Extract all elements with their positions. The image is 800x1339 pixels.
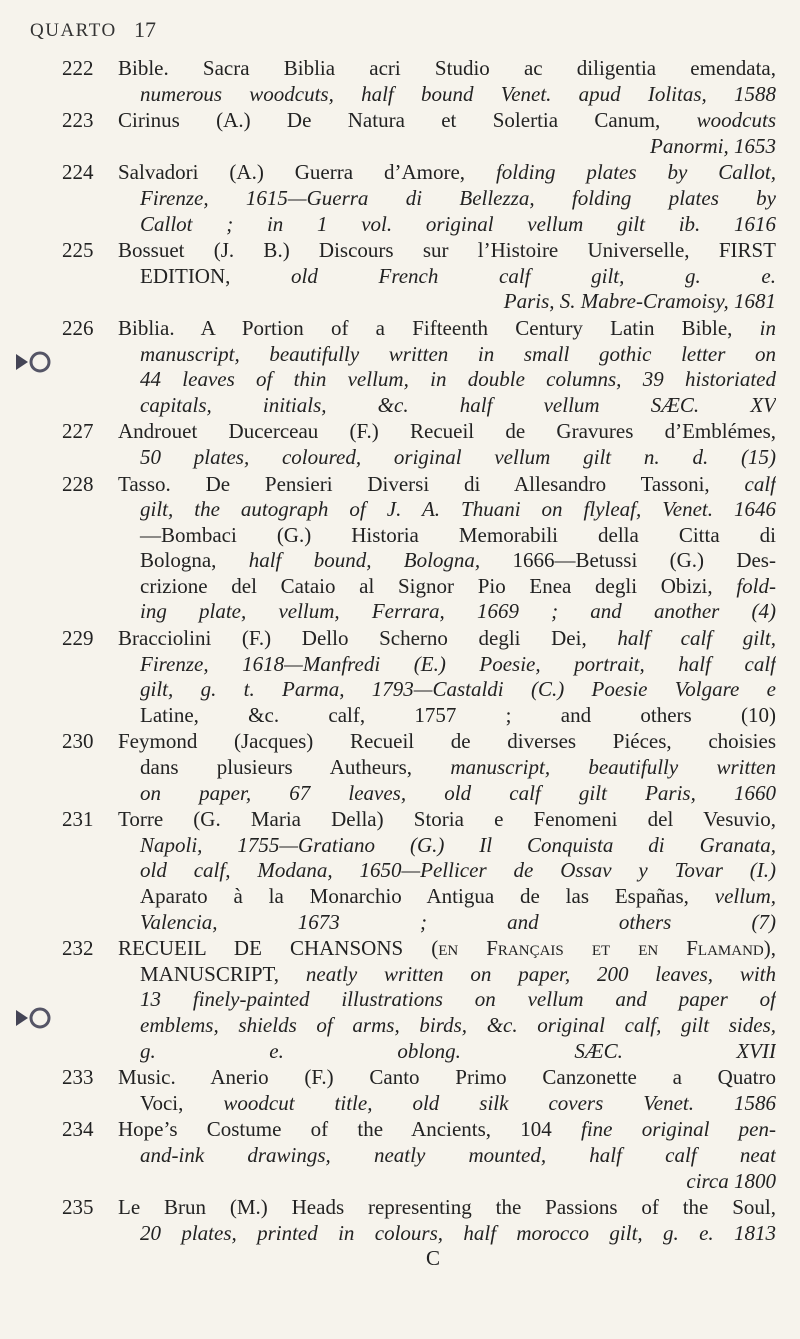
- entry-text: capitals, initials, &c. half vellum SÆC. XV: [140, 392, 776, 417]
- entry-text: dans plusieurs Autheurs,: [140, 755, 451, 780]
- entry-line: [118, 1117, 776, 1143]
- entry-text: ing plate, vellum, Ferrara, 1669 ; and another (4): [140, 599, 776, 624]
- entry-text: Bologna,: [140, 548, 249, 573]
- entry-text: woodcut title, old silk covers Venet. 1586: [223, 1090, 776, 1115]
- lot-number: 226: [62, 315, 94, 340]
- entry-line: [118, 82, 776, 108]
- entry-line: [118, 1143, 776, 1169]
- catalogue-entry: [0, 1065, 800, 1116]
- page-number: 17: [134, 17, 156, 42]
- catalogue-entries: [0, 56, 800, 1273]
- entry-text: folding plates by Callot,: [495, 160, 776, 185]
- entry-text: MANUSCRIPT,: [140, 961, 306, 986]
- entry-text: circa 1800: [686, 1168, 776, 1193]
- entry-line: [118, 1195, 776, 1221]
- entry-line: [118, 238, 776, 264]
- entry-text: gilt, the autograph of J. A. Thuani on flyleaf, Venet. 1646: [140, 497, 776, 522]
- entry-text: 13 finely-painted illustrations on vellum and paper of: [140, 987, 776, 1012]
- entry-text: crizione del Cataio al Signor Pio Enea degli Obizi,: [140, 573, 737, 598]
- lot-number: 227: [62, 419, 94, 444]
- entry-line: [118, 910, 776, 936]
- entry-text: Cirinus (A.) De Natura et Solertia Canum,: [118, 108, 697, 133]
- entry-line: [118, 1039, 776, 1065]
- entry-line: [118, 316, 776, 342]
- entry-text: Napoli, 1755—Gratiano (G.) Il Conquista di Granata,: [140, 832, 776, 857]
- entry-line: [118, 342, 776, 368]
- catalogue-entry: [0, 472, 800, 626]
- entry-line: [118, 884, 776, 910]
- entry-line: [118, 160, 776, 186]
- entry-line: [118, 1091, 776, 1117]
- entry-line: [118, 703, 776, 729]
- entry-text: RECUEIL DE CHANSONS (en Français et en Flamand),: [118, 936, 776, 961]
- entry-text: Paris, S. Mabre-Cramoisy, 1681: [503, 289, 776, 314]
- entry-text: Aparato à la Monarchio Antigua de las Españas,: [140, 884, 715, 908]
- lot-number: 223: [62, 108, 94, 133]
- entry-text: gilt, g. t. Parma, 1793—Castaldi (C.) Poesie Volgare e: [140, 677, 776, 702]
- entry-text: Androuet Ducerceau (F.) Recueil de Gravures d’Emblémes,: [118, 419, 776, 444]
- entry-line: [118, 1169, 776, 1195]
- entry-line: [118, 729, 776, 755]
- entry-text: Bossuet (J. B.) Discours sur l’Histoire Universelle,: [118, 238, 719, 263]
- lot-number: 231: [62, 807, 94, 832]
- catalogue-entry: [0, 56, 800, 107]
- lot-number: 229: [62, 626, 94, 651]
- entry-text: half calf gilt,: [617, 626, 776, 651]
- entry-text: Panormi, 1653: [650, 133, 776, 158]
- entry-text: 1666—Betussi (G.) Des-: [512, 548, 776, 573]
- lot-number: 235: [62, 1195, 94, 1220]
- entry-line: [118, 523, 776, 549]
- entry-text: manuscript, beautifully written in small gothic letter on: [140, 341, 776, 366]
- entry-line: [118, 1246, 776, 1272]
- entry-line: [118, 626, 776, 652]
- entry-text: —Bombaci (G.) Historia Memorabili della Citta di: [140, 522, 776, 547]
- entry-line: [118, 755, 776, 781]
- catalogue-entry: [0, 160, 800, 237]
- entry-text: Firenze, 1615—Guerra di Bellezza, folding plates by: [140, 185, 776, 210]
- entry-line: [118, 56, 776, 82]
- entry-text: on paper, 67 leaves, old calf gilt Paris, 1660: [140, 780, 776, 805]
- lot-number: 233: [62, 1065, 94, 1090]
- entry-text: Callot ; in 1 vol. original vellum gilt ib. 1616: [140, 211, 776, 236]
- entry-line: [118, 289, 776, 315]
- entry-line: [118, 367, 776, 393]
- entry-text: 20 plates, printed in colours, half morocco gilt, g. e. 1813: [140, 1220, 776, 1245]
- entry-line: [118, 677, 776, 703]
- entry-text: old calf, Modana, 1650—Pellicer de Ossav y Tovar (I.): [140, 858, 776, 883]
- entry-line: [118, 445, 776, 471]
- entry-line: [118, 936, 776, 962]
- entry-text: Salvadori (A.) Guerra d’Amore,: [118, 160, 496, 185]
- entry-text: EDITION,: [140, 263, 292, 288]
- page-header: [30, 17, 770, 50]
- entry-line: [118, 652, 776, 678]
- entry-text: Music. Anerio (F.) Canto Primo Canzonette a Quatro: [118, 1065, 776, 1090]
- entry-line: [118, 212, 776, 238]
- catalogue-entry: [0, 238, 800, 315]
- entry-line: [118, 108, 776, 134]
- entry-line: [118, 134, 776, 160]
- entry-text: Biblia. A Portion of a Fifteenth Century Latin Bible,: [118, 315, 760, 340]
- entry-line: [118, 833, 776, 859]
- entry-text: fine original pen-: [581, 1117, 776, 1142]
- entry-text: C: [426, 1246, 441, 1271]
- lot-number: 222: [62, 56, 94, 80]
- entry-text: Torre (G. Maria Della) Storia e Fenomeni del Vesuvio,: [118, 807, 776, 832]
- catalogue-entry: [0, 807, 800, 935]
- entry-text: 44 leaves of thin vellum, in double columns, 39 historiated: [140, 367, 776, 392]
- entry-text: Firenze, 1618—Manfredi (E.) Poesie, portrait, half calf: [140, 651, 776, 676]
- entry-text: emblems, shields of arms, birds, &c. original calf, gilt sides,: [140, 1012, 776, 1037]
- entry-text: neatly written on paper, 200 leaves, with: [305, 961, 776, 986]
- lot-number: 224: [62, 160, 94, 185]
- section-title: QUARTO: [30, 20, 117, 41]
- entry-text: Bible. Sacra Biblia acri Studio ac diligentia emendata,: [118, 56, 776, 80]
- entry-line: [118, 472, 776, 498]
- entry-text: Latine, &c. calf, 1757 ; and others (10): [140, 702, 776, 727]
- entry-text: Valencia, 1673 ; and others (7): [140, 909, 776, 934]
- entry-line: [118, 987, 776, 1013]
- entry-text: Tasso. De Pensieri Diversi di Allesandro Tassoni,: [118, 471, 745, 496]
- entry-text: half bound, Bologna,: [248, 548, 513, 573]
- entry-text: 50 plates, coloured, original vellum gilt n. d. (15): [140, 444, 776, 469]
- entry-line: [118, 393, 776, 419]
- entry-line: [118, 1065, 776, 1091]
- entry-text: and-ink drawings, neatly mounted, half calf neat: [140, 1142, 776, 1167]
- entry-text: manuscript, beautifully written: [450, 755, 776, 780]
- lot-number: 228: [62, 471, 94, 496]
- entry-text: Feymond (Jacques) Recueil de diverses Piéces, choisies: [118, 729, 776, 754]
- entry-line: [118, 962, 776, 988]
- entry-line: [118, 186, 776, 212]
- entry-line: [118, 858, 776, 884]
- entry-text: Bracciolini (F.) Dello Scherno degli Dei,: [118, 626, 618, 651]
- lot-number: 232: [62, 936, 94, 961]
- catalogue-entry: [0, 1117, 800, 1194]
- entry-text: Le Brun (M.) Heads representing the Passions of the Soul,: [118, 1195, 776, 1220]
- catalogue-entry: [0, 936, 800, 1064]
- entry-line: [118, 548, 776, 574]
- catalogue-entry: [0, 419, 800, 470]
- entry-text: old French calf gilt, g. e.: [291, 263, 776, 288]
- entry-text: numerous woodcuts, half bound Venet. apud Iolitas, 1588: [140, 81, 776, 106]
- entry-text: vellum,: [714, 884, 776, 908]
- entry-text: g. e. oblong. SÆC. XVII: [140, 1038, 776, 1063]
- entry-text: Voci,: [140, 1090, 224, 1115]
- entry-line: [118, 1013, 776, 1039]
- entry-line: [118, 497, 776, 523]
- entry-line: [118, 574, 776, 600]
- entry-text: in: [759, 315, 776, 340]
- catalogue-entry: [0, 626, 800, 728]
- entry-line: [118, 419, 776, 445]
- entry-line: [118, 264, 776, 290]
- entry-text: woodcuts: [696, 108, 776, 133]
- catalogue-entry: [0, 316, 800, 418]
- entry-line: [118, 599, 776, 625]
- entry-text: fold-: [736, 573, 776, 598]
- lot-number: 225: [62, 238, 94, 263]
- entry-line: [118, 807, 776, 833]
- entry-line: [118, 781, 776, 807]
- entry-line: [118, 1221, 776, 1247]
- entry-text: Hope’s Costume of the Ancients, 104: [118, 1117, 582, 1142]
- lot-number: 234: [62, 1117, 94, 1142]
- catalogue-entry: [0, 1195, 800, 1272]
- catalogue-entry: [0, 108, 800, 159]
- catalogue-entry: [0, 729, 800, 806]
- lot-number: 230: [62, 729, 94, 754]
- entry-text: calf: [744, 471, 776, 496]
- entry-text: FIRST: [718, 238, 776, 263]
